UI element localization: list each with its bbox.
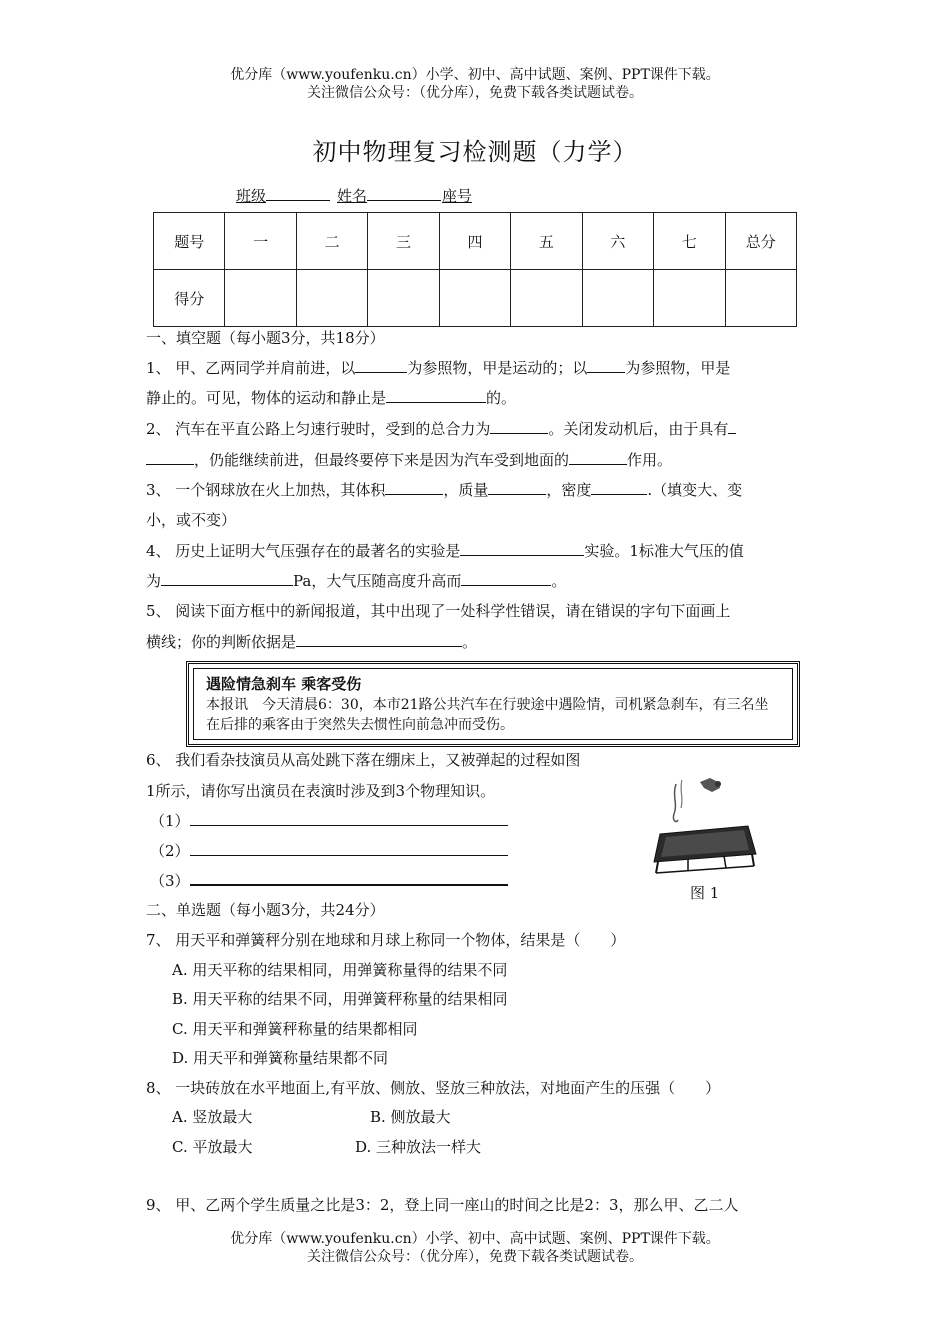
table-cell: 得分 xyxy=(154,270,225,327)
q6-answer-2: （2） xyxy=(150,840,508,861)
q3-line2: 小，或不变） xyxy=(146,511,237,529)
score-cell[interactable] xyxy=(296,270,367,327)
score-cell[interactable] xyxy=(225,270,296,327)
news-box-inner xyxy=(193,668,793,740)
q8-stem: 8、 一块砖放在水平地面上,有平放、侧放、竖放三种放法，对地面产生的压强（ ） xyxy=(146,1079,721,1097)
news-box xyxy=(186,661,800,747)
header-line-2: 关注微信公众号：（优分库），免费下载各类试题试卷。 xyxy=(307,85,643,101)
table-cell: 四 xyxy=(439,213,510,270)
table-cell: 七 xyxy=(654,213,725,270)
q2-line1: 2、 汽车在平直公路上匀速行驶时，受到的总合力为 。关闭发动机后，由于具有 xyxy=(146,418,736,439)
score-cell[interactable] xyxy=(582,270,653,327)
section1-heading: 一、填空题（每小题3分，共18分） xyxy=(146,329,385,347)
q9-stem: 9、 甲、乙两个学生质量之比是3：2，登上同一座山的时间之比是2：3，那么甲、乙二人 xyxy=(146,1196,739,1214)
q7-option-d[interactable]: D. 用天平和弹簧称量结果都不同 xyxy=(172,1049,389,1067)
q7-option-a[interactable]: A. 用天平称的结果相同，用弹簧称量得的结果不同 xyxy=(172,961,508,979)
table-cell: 题号 xyxy=(154,213,225,270)
q8-option-b[interactable]: B. 侧放最大 xyxy=(370,1108,451,1126)
q7-option-b[interactable]: B. 用天平称的结果不同，用弹簧秤称量的结果相同 xyxy=(172,990,508,1008)
table-cell: 六 xyxy=(582,213,653,270)
score-table-score-row xyxy=(154,270,797,327)
q8-option-c[interactable]: C. 平放最大 xyxy=(172,1138,253,1156)
score-table xyxy=(153,212,797,327)
q3-line1: 3、 一个钢球放在火上加热，其体积 ，质量 ，密度 .（填变大、变 xyxy=(146,481,743,499)
score-cell[interactable] xyxy=(654,270,725,327)
score-cell[interactable] xyxy=(439,270,510,327)
score-cell[interactable] xyxy=(368,270,439,327)
q5-line2: 横线；你的判断依据是 。 xyxy=(146,633,478,651)
jump-trail xyxy=(673,784,678,822)
footer-line-1: 优分库（www.youfenku.cn）小学、初中、高中试题、案例、PPT课件下载。 xyxy=(230,1231,720,1247)
q1-line2: 静止的。可见，物体的运动和静止是 的。 xyxy=(146,389,517,407)
trampoline-leg xyxy=(724,856,726,868)
q4-line1: 4、 历史上证明大气压强存在的最著名的实验是 实验。1标准大气压的值 xyxy=(146,542,744,560)
trampoline-frame xyxy=(656,866,754,873)
page-title: 初中物理复习检测题（力学） xyxy=(312,138,638,166)
q6-line2: 1所示，请你写出演员在表演时涉及到3个物理知识。 xyxy=(146,782,496,800)
q6-answer-3: （3） xyxy=(150,870,508,891)
table-cell: 五 xyxy=(511,213,582,270)
figure-caption: 图 1 xyxy=(690,884,720,902)
q6-answer-1: （1） xyxy=(150,810,508,831)
section2-heading: 二、单选题（每小题3分，共24分） xyxy=(146,901,385,919)
q2-line2: ，仍能继续前进，但最终要停下来是因为汽车受到地面的 作用。 xyxy=(146,449,672,470)
table-cell: 总分 xyxy=(725,213,797,270)
news-title: 遇险情急刹车 乘客受伤 xyxy=(206,675,362,693)
q7-option-c[interactable]: C. 用天平和弹簧秤称量的结果都相同 xyxy=(172,1020,418,1038)
news-body: 本报讯 今天清晨6：30，本市21路公共汽车在行驶途中遇险情，司机紧急刹车，有三名坐在后排的乘客由于突然失去惯性向前急冲而受伤。 xyxy=(206,697,769,733)
table-cell: 二 xyxy=(296,213,367,270)
q1-line1: 1、 甲、乙两同学并肩前进，以 为参照物，甲是运动的；以 为参照物，甲是 xyxy=(146,359,731,377)
jump-trail xyxy=(681,780,682,808)
q7-stem: 7、 用天平和弹簧秤分别在地球和月球上称同一个物体，结果是（ ） xyxy=(146,931,626,949)
table-cell: 三 xyxy=(368,213,439,270)
q5-line1: 5、 阅读下面方框中的新闻报道，其中出现了一处科学性错误，请在错误的字句下面画上 xyxy=(146,602,731,620)
q4-line2: 为 Pa，大气压随高度升高而 。 xyxy=(146,572,567,590)
footer-line-2: 关注微信公众号：（优分库），免费下载各类试题试卷。 xyxy=(307,1249,643,1265)
acrobat-head xyxy=(715,781,721,787)
trampoline-figure xyxy=(648,776,760,876)
q6-line1: 6、 我们看杂技演员从高处跳下落在绷床上，又被弹起的过程如图 xyxy=(146,751,581,769)
info-seat-label: 座号 xyxy=(442,187,473,205)
score-cell[interactable] xyxy=(511,270,582,327)
info-name-label: 姓名 xyxy=(337,185,441,206)
trampoline-leg xyxy=(752,854,754,866)
trampoline-leg xyxy=(656,862,658,873)
score-cell[interactable] xyxy=(725,270,797,327)
q8-option-a[interactable]: A. 竖放最大 xyxy=(172,1108,253,1126)
table-cell: 一 xyxy=(225,213,296,270)
q8-option-d[interactable]: D. 三种放法一样大 xyxy=(355,1138,482,1156)
score-table-header-row xyxy=(154,213,797,270)
header-line-1: 优分库（www.youfenku.cn）小学、初中、高中试题、案例、PPT课件下载。 xyxy=(230,67,720,83)
info-class-label: 班级 xyxy=(236,185,330,206)
